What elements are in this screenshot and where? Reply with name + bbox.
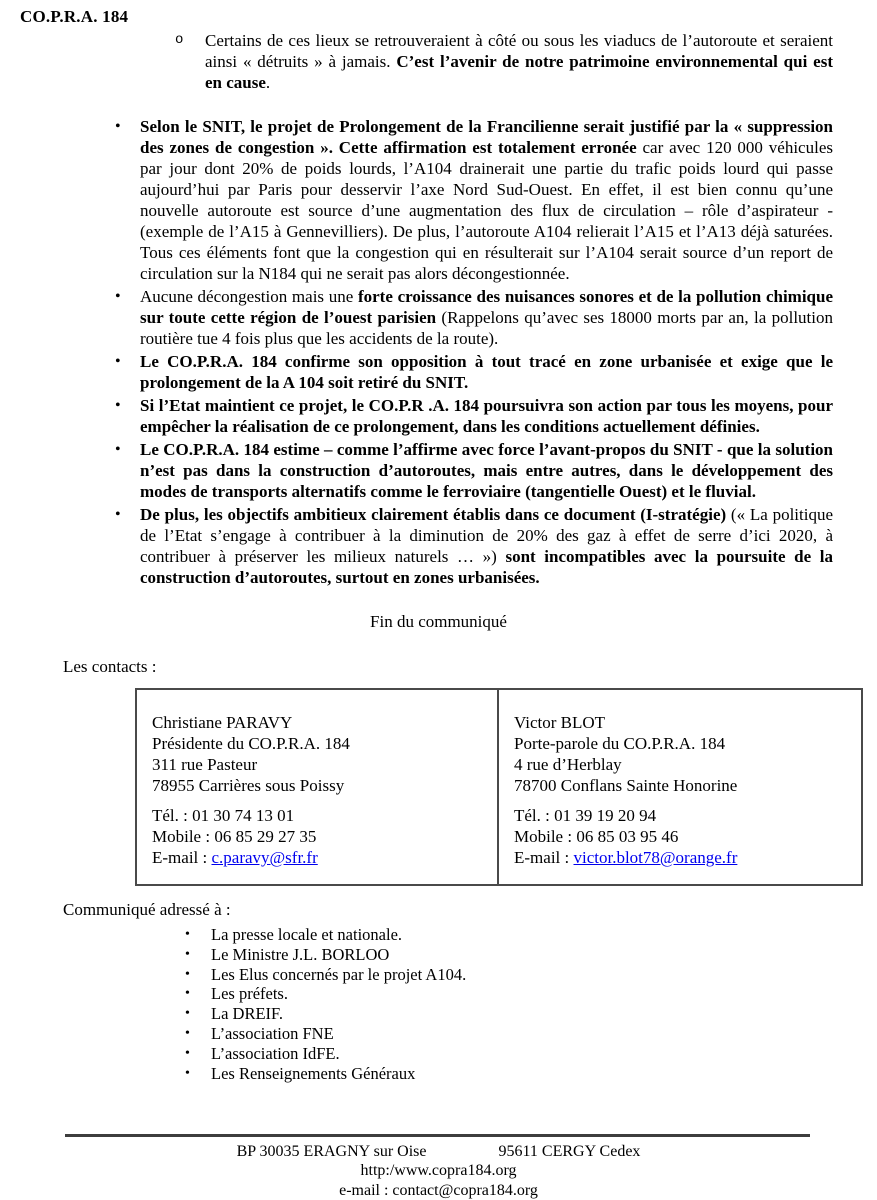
bullet-list: [0, 116, 877, 588]
disc-bullet-icon: •: [185, 1006, 190, 1022]
footer-email: e-mail : contact@copra184.org: [339, 1181, 538, 1199]
addressed-item-text: L’association FNE: [211, 1023, 334, 1043]
paragraph: Le CO.P.R.A. 184 estime – comme l’affirme avec force l’avant-propos du SNIT - que la solution n’est pas dans la construction d’autoroutes, mais entre autres, dans le développement des modes de transports alternatifs comme le ferroviaire (tangentielle Ouest) et le fluvial.: [140, 440, 833, 501]
paragraph: Le CO.P.R.A. 184 confirme son opposition à tout tracé en zone urbanisée et exige que le prolongement de la A 104 soit retiré du SNIT.: [140, 352, 833, 392]
contact-tel: Tél. : 01 39 19 20 94: [514, 806, 657, 825]
addressed-item-text: La DREIF.: [211, 1004, 284, 1024]
list-item: [185, 1064, 785, 1084]
list-item: [115, 504, 833, 588]
contact-name: Victor BLOT: [514, 713, 606, 732]
list-item: [115, 395, 833, 437]
disc-bullet-icon: •: [185, 1065, 190, 1081]
contacts-table: [135, 688, 863, 886]
disc-bullet-icon: •: [185, 1025, 190, 1041]
contact-phone-group: [514, 805, 851, 868]
contact-mobile: Mobile : 06 85 03 95 46: [514, 827, 679, 846]
addressed-item-text: Les Renseignements Généraux: [211, 1063, 416, 1083]
disc-bullet-icon: •: [185, 986, 190, 1002]
website-url: http:/www.copra184.org: [360, 1162, 517, 1179]
addressed-item-text: Les Elus concernés par le projet A104.: [211, 964, 467, 984]
divider: [65, 1134, 810, 1137]
contact-card-paravy: [137, 690, 499, 884]
addressed-item-text: L’association IdFE.: [211, 1043, 340, 1063]
org-title: CO.P.R.A. 184: [20, 7, 129, 26]
disc-bullet-icon: •: [185, 946, 190, 962]
list-item: [115, 351, 833, 393]
contact-phone-group: [152, 805, 487, 868]
list-item: [185, 925, 785, 945]
list-item: [185, 1004, 785, 1024]
disc-bullet-icon: •: [115, 288, 121, 305]
list-item: [115, 286, 833, 349]
end-of-release-text: Fin du communiqué: [370, 612, 507, 631]
page-footer: [0, 1134, 877, 1200]
footer-po-box: BP 30035 ERAGNY sur Oise: [236, 1142, 427, 1160]
disc-bullet-icon: •: [185, 927, 190, 942]
paragraph: Selon le SNIT, le projet de Prolongement de la Francilienne serait justifié par la « suppression des zones de congestion ». Cette affirmation est totalement erronée car avec 120 000 véhicules par jour dont 20% de poids lourds, l’A104 drainerait une partie du trafic poids lourd qui passe aujourd’hui par Paris pour desservir l’axe Nord Sud-Ouest. En effet, il est bien connu qu’une nouvelle autoroute est source d’une augmentation des flux de circulation – rôle d’aspirateur - (exemple de l’A15 à Gennevilliers). De plus, l’autoroute A104 relierait l’A15 et l’A13 déjà saturées. Tous ces éléments font que la congestion qui en résulterait sur l’A104 serait source d’un report de circulation sur la N184 qui ne serait pas alors décongestionnée.: [140, 117, 833, 283]
disc-bullet-icon: •: [115, 441, 121, 458]
contact-mobile: Mobile : 06 85 29 27 35: [152, 827, 317, 846]
contact-address-line: 4 rue d’Herblay: [514, 755, 622, 774]
contact-card-blot: [499, 690, 861, 884]
disc-bullet-icon: •: [115, 506, 121, 523]
list-item: [115, 116, 833, 284]
list-item: [185, 965, 785, 985]
contact-role: Porte-parole du CO.P.R.A. 184: [514, 734, 726, 753]
disc-bullet-icon: •: [115, 397, 121, 414]
disc-bullet-icon: •: [115, 118, 121, 135]
contact-tel: Tél. : 01 30 74 13 01: [152, 806, 295, 825]
addressed-label: Communiqué adressé à :: [63, 900, 231, 919]
addressed-item-text: Les préfets.: [211, 984, 288, 1004]
email-label: E-mail :: [152, 848, 212, 867]
disc-bullet-icon: •: [115, 353, 121, 370]
contact-address-line: 78955 Carrières sous Poissy: [152, 776, 345, 795]
contact-email-row: [514, 847, 851, 868]
email-link[interactable]: c.paravy@sfr.fr: [211, 848, 318, 867]
list-item-sub: [175, 30, 833, 93]
email-label: E-mail :: [514, 848, 574, 867]
list-item: [185, 945, 785, 965]
paragraph-intro: Certains de ces lieux se retrouveraient à côté ou sous les viaducs de l’autoroute et seraient ainsi « détruits » à jamais. C’est l’avenir de notre patrimoine environnemental qui est en cause.: [205, 31, 833, 92]
paragraph: Si l’Etat maintient ce projet, le CO.P.R .A. 184 poursuivra son action par tous les moyens, pour empêcher la réalisation de ce prolongement, dans les conditions actuellement définies.: [140, 396, 833, 436]
disc-bullet-icon: •: [185, 966, 190, 982]
paragraph: De plus, les objectifs ambitieux clairement établis dans ce document (I-stratégie) (« La politique de l’Etat s’engage à contribuer à la diminution de 20% des gaz à effet de serre d’ici 2020, à contribuer à préserver les milieux naturels … ») sont incompatibles avec la poursuite de la construction d’autoroutes, surtout en zones urbanisées.: [140, 505, 834, 587]
addressed-list: [0, 925, 877, 1083]
disc-bullet-icon: •: [185, 1045, 190, 1061]
addressed-item-text: Le Ministre J.L. BORLOO: [211, 944, 390, 964]
email-link[interactable]: victor.blot78@orange.fr: [573, 848, 738, 867]
contact-name: Christiane PARAVY: [152, 713, 293, 732]
contact-address-line: 78700 Conflans Sainte Honorine: [514, 776, 738, 795]
footer-address-line: [0, 1142, 877, 1162]
list-item: [115, 439, 833, 502]
list-item: [185, 1044, 785, 1064]
contacts-label: Les contacts :: [63, 657, 157, 676]
contact-email-row: [152, 847, 487, 868]
list-item: [185, 984, 785, 1004]
addressed-item-text: La presse locale et nationale.: [211, 925, 403, 944]
circle-bullet-icon: o: [175, 32, 184, 48]
contact-address-line: 311 rue Pasteur: [152, 755, 258, 774]
paragraph: Aucune décongestion mais une forte croissance des nuisances sonores et de la pollution chimique sur toute cette région de l’ouest parisien (Rappelons qu’avec ses 18000 morts par an, la pollution routière tue 4 fois plus que les accidents de la route).: [140, 287, 834, 348]
footer-cedex: 95611 CERGY Cedex: [498, 1142, 641, 1160]
contact-role: Présidente du CO.P.R.A. 184: [152, 734, 350, 753]
list-item: [185, 1024, 785, 1044]
